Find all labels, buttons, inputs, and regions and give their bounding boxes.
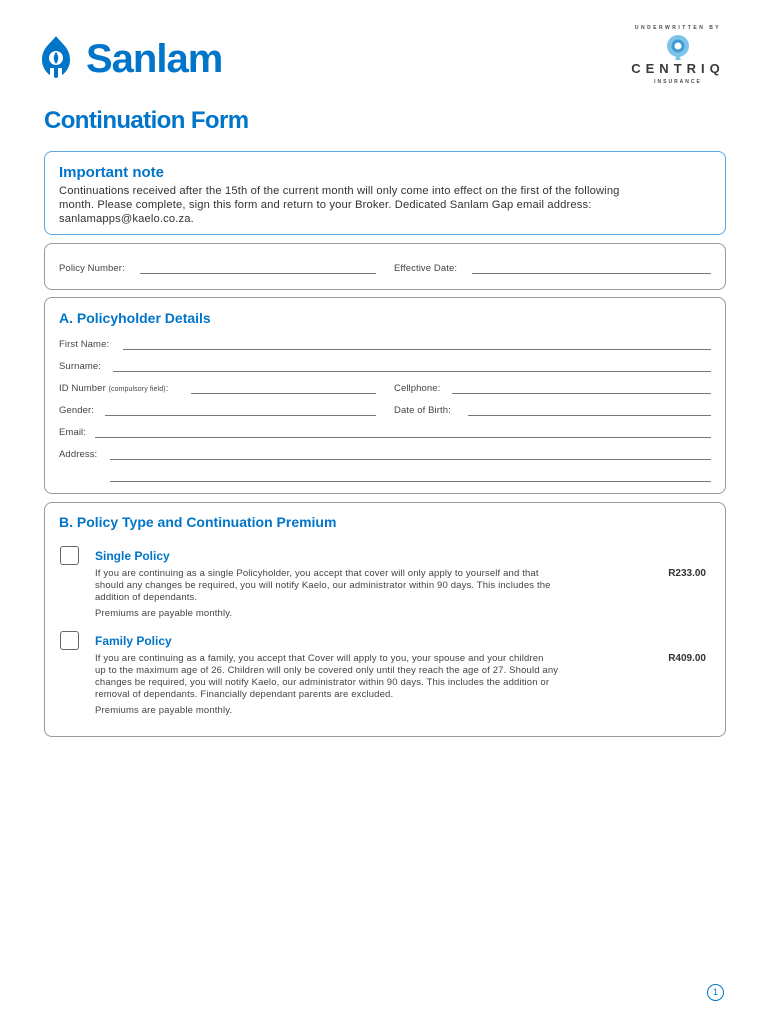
single-policy-checkbox[interactable] [60, 546, 79, 565]
underwriter-label: UNDERWRITTEN BY [634, 25, 722, 31]
address-field-line-2[interactable] [110, 481, 711, 482]
first-name-field[interactable] [123, 349, 711, 350]
family-policy-title: Family Policy [95, 634, 172, 648]
gender-field[interactable] [105, 415, 376, 416]
id-number-colon: : [165, 383, 169, 394]
family-policy-checkbox[interactable] [60, 631, 79, 650]
important-note-box [44, 151, 726, 235]
brand-name: Sanlam [86, 37, 223, 81]
section-b-heading: B. Policy Type and Continuation Premium [59, 514, 337, 530]
note-body [59, 184, 719, 226]
effective-date-field[interactable] [472, 273, 711, 274]
desc-line: removal of dependants. Financially dependant parents are excluded. [95, 689, 394, 700]
section-a-box [44, 297, 726, 494]
desc-line: If you are continuing as a family, you accept that Cover will apply to you, your spouse and your children [95, 653, 544, 664]
policy-info-box [44, 243, 726, 290]
policy-number-label: Policy Number: [59, 263, 125, 274]
sanlam-flame-icon [36, 34, 76, 80]
underwriter-sub: INSURANCE [654, 79, 702, 85]
id-number-label [59, 383, 168, 394]
family-policy-frequency: Premiums are payable monthly. [95, 705, 233, 716]
underwriter-name: CENTRIQ [631, 61, 725, 76]
family-policy-desc [95, 653, 655, 701]
single-policy-title: Single Policy [95, 549, 170, 563]
single-policy-frequency: Premiums are payable monthly. [95, 608, 233, 619]
cellphone-label: Cellphone: [394, 383, 441, 394]
centriq-q-icon [665, 33, 691, 61]
email-field[interactable] [95, 437, 711, 438]
single-policy-price: R233.00 [668, 568, 706, 579]
note-line: Continuations received after the 15th of the current month will only come into effect on the first of the following [59, 185, 620, 197]
desc-line: changes be required, you will notify Kaelo, our administrator within 90 days. This includes the addition or [95, 677, 550, 688]
gender-label: Gender: [59, 405, 95, 416]
single-policy-desc [95, 568, 655, 604]
desc-line: should any changes be required, you will notify Kaelo, our administrator within 90 days. This includes the [95, 580, 551, 591]
cellphone-field[interactable] [452, 393, 711, 394]
first-name-label: First Name: [59, 339, 110, 350]
desc-line: up to the maximum age of 26. Children will only be covered only until they reach the age of 27. Should any [95, 665, 559, 676]
form-title: Continuation Form [44, 107, 249, 134]
surname-field[interactable] [113, 371, 711, 372]
policy-number-field[interactable] [140, 273, 376, 274]
id-number-note: (compulsory field) [108, 386, 166, 393]
family-policy-price: R409.00 [668, 653, 706, 664]
surname-label: Surname: [59, 361, 101, 372]
dob-field[interactable] [468, 415, 711, 416]
note-line: month. Please complete, sign this form and return to your Broker. Dedicated Sanlam Gap email address: [59, 199, 592, 211]
section-b-box [44, 502, 726, 737]
id-number-field[interactable] [191, 393, 376, 394]
email-label: Email: [59, 427, 86, 438]
address-label: Address: [59, 449, 98, 460]
desc-line: If you are continuing as a single Policyholder, you accept that cover will only apply to yourself and that [95, 568, 539, 579]
note-line: sanlamapps@kaelo.co.za. [59, 213, 194, 225]
address-field-line-1[interactable] [110, 459, 711, 460]
id-number-text: ID Number [59, 383, 106, 394]
note-heading: Important note [59, 164, 164, 181]
page-number: 1 [707, 984, 724, 1001]
dob-label: Date of Birth: [394, 405, 451, 416]
section-a-heading: A. Policyholder Details [59, 310, 211, 326]
desc-line: addition of dependants. [95, 592, 198, 603]
effective-date-label: Effective Date: [394, 263, 458, 274]
